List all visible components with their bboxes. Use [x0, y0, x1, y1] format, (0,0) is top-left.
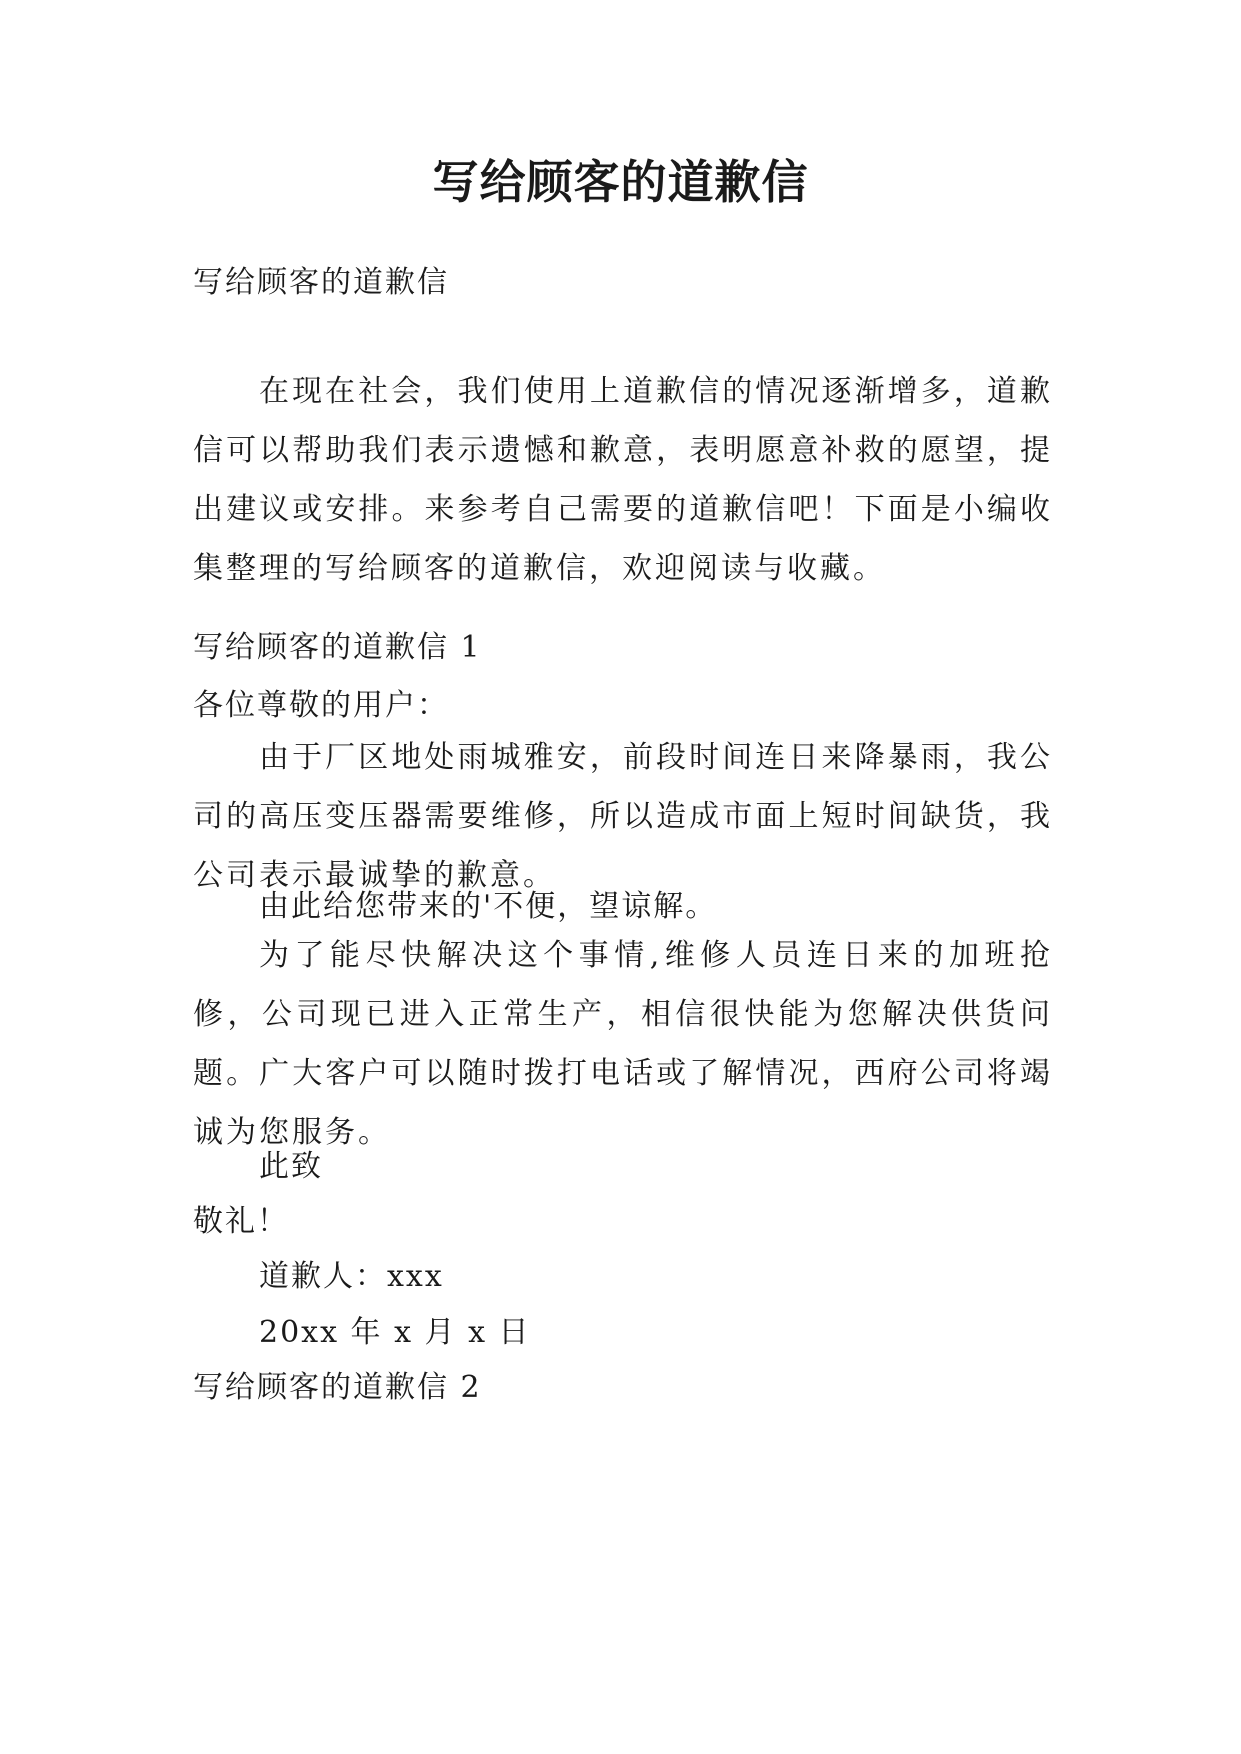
signer: 道歉人：xxx — [259, 1259, 444, 1294]
document-subtitle: 写给顾客的道歉信 — [193, 265, 449, 300]
closing-line-2: 敬礼！ — [193, 1204, 289, 1239]
date-line: 20xx 年 x 月 x 日 — [259, 1315, 531, 1350]
intro-paragraph: 在现在社会，我们使用上道歉信的情况逐渐增多，道歉信可以帮助我们表示遗憾和歉意，表明愿意补救的愿望，提出建议或安排。来参考自己需要的道歉信吧！下面是小编收集整理的写给顾客的道歉信，欢迎阅读与收藏。 — [193, 374, 1053, 586]
section-2-heading: 写给顾客的道歉信 2 — [193, 1370, 482, 1405]
document-title: 写给顾客的道歉信 — [432, 155, 809, 209]
paragraph-1: 由于厂区地处雨城雅安，前段时间连日来降暴雨，我公司的高压变压器需要维修，所以造成市面上短时间缺货，我公司表示最诚挚的歉意。 — [193, 740, 1053, 893]
closing-line-1: 此致 — [259, 1149, 323, 1184]
paragraph-3: 为了能尽快解决这个事情,维修人员连日来的加班抢修，公司现已进入正常生产，相信很快能为您解决供货问题。广大客户可以随时拨打电话或了解情况，西府公司将竭诚为您服务。 — [193, 938, 1053, 1150]
paragraph-2: 由此给您带来的'不便，望谅解。 — [259, 889, 718, 924]
section-1-heading: 写给顾客的道歉信 1 — [193, 630, 482, 665]
greeting: 各位尊敬的用户： — [193, 688, 449, 723]
